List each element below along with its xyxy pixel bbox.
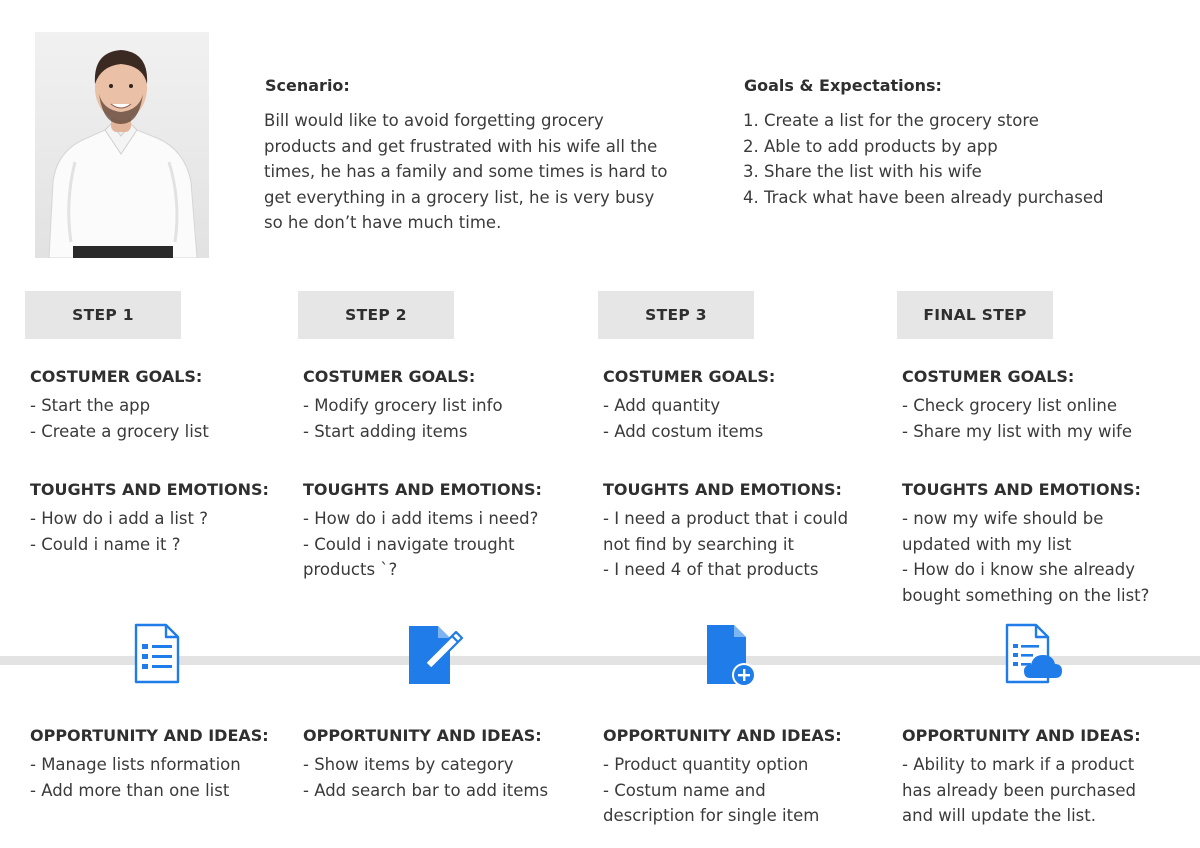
idea-line: has already been purchased: [902, 780, 1136, 800]
scenario-line: times, he has a family and some times is hard to: [264, 162, 668, 182]
thoughts-title: TOUGHTS AND EMOTIONS:: [30, 480, 269, 499]
goal-item: 2. Able to add products by app: [743, 136, 998, 156]
thought-line: - Could i name it ?: [30, 534, 181, 554]
costumer-goals-title: COSTUMER GOALS:: [303, 367, 476, 386]
idea-line: description for single item: [603, 806, 820, 826]
cloud-document-icon: [1002, 622, 1062, 686]
scenario-line: get everything in a grocery list, he is very busy: [264, 187, 655, 207]
persona-photo: [35, 32, 209, 258]
scenario-title: Scenario:: [265, 76, 350, 95]
ideas-title: OPPORTUNITY AND IDEAS:: [902, 726, 1141, 745]
step-1-label: STEP 1: [25, 291, 181, 339]
idea-line: - Add search bar to add items: [303, 780, 549, 800]
idea-line: and will update the list.: [902, 806, 1096, 826]
final-step-thoughts: [902, 480, 1192, 608]
scenario-text: [264, 108, 668, 236]
scenario-line: products and get frustrated with his wife all the: [264, 136, 658, 156]
thought-line: - How do i know she already: [902, 560, 1135, 580]
costumer-goals-title: COSTUMER GOALS:: [30, 367, 203, 386]
goal-line: - Modify grocery list info: [303, 396, 503, 415]
thoughts-title: TOUGHTS AND EMOTIONS:: [303, 480, 542, 499]
ideas-title: OPPORTUNITY AND IDEAS:: [30, 726, 269, 745]
final-step-label: FINAL STEP: [897, 291, 1053, 339]
costumer-goals-title: COSTUMER GOALS:: [603, 367, 776, 386]
thought-line: not find by searching it: [603, 534, 794, 554]
costumer-goals-title: COSTUMER GOALS:: [902, 367, 1075, 386]
idea-line: - Show items by category: [303, 755, 514, 774]
ideas-title: OPPORTUNITY AND IDEAS:: [603, 726, 842, 745]
scenario-line: so he don’t have much time.: [264, 213, 502, 233]
goal-line: - Share my list with my wife: [902, 421, 1132, 441]
edit-document-icon: [404, 622, 464, 686]
step-3-label: STEP 3: [598, 291, 754, 339]
scenario-line: Bill would like to avoid forgetting grocery: [264, 111, 604, 130]
goal-item: 3. Share the list with his wife: [743, 162, 982, 182]
goal-line: - Start the app: [30, 396, 151, 415]
goals-title: Goals & Expectations:: [744, 76, 942, 95]
list-document-icon: [128, 622, 188, 686]
thought-line: - I need a product that i could: [603, 509, 849, 528]
thought-line: - I need 4 of that products: [603, 560, 819, 580]
step-1-ideas: [30, 726, 320, 803]
step-2-ideas: [303, 726, 593, 803]
thought-line: products `?: [303, 560, 398, 580]
thoughts-title: TOUGHTS AND EMOTIONS:: [603, 480, 842, 499]
goal-line: - Create a grocery list: [30, 421, 209, 441]
idea-line: - Manage lists nformation: [30, 755, 241, 774]
thought-line: updated with my list: [902, 534, 1072, 554]
step-3-ideas: [603, 726, 893, 829]
idea-line: - Ability to mark if a product: [902, 755, 1135, 774]
idea-line: - Add more than one list: [30, 780, 230, 800]
step-1-thoughts: [30, 480, 320, 557]
thought-line: - Could i navigate trought: [303, 534, 515, 554]
goal-line: - Start adding items: [303, 421, 468, 441]
thought-line: bought something on the list?: [902, 585, 1150, 605]
ideas-title: OPPORTUNITY AND IDEAS:: [303, 726, 542, 745]
step-2-goals: [303, 367, 593, 444]
step-2-thoughts: [303, 480, 593, 583]
goal-item: 1. Create a list for the grocery store: [743, 111, 1039, 130]
thoughts-title: TOUGHTS AND EMOTIONS:: [902, 480, 1141, 499]
final-step-ideas: [902, 726, 1192, 829]
goal-line: - Add costum items: [603, 421, 764, 441]
goals-list: [743, 108, 1103, 210]
goal-item: 4. Track what have been already purchased: [743, 187, 1104, 207]
step-1-goals: [30, 367, 320, 444]
thought-line: - now my wife should be: [902, 509, 1104, 528]
final-step-goals: [902, 367, 1192, 444]
step-3-thoughts: [603, 480, 893, 583]
idea-line: - Costum name and: [603, 780, 766, 800]
thought-line: - How do i add items i need?: [303, 509, 539, 528]
goal-line: - Add quantity: [603, 396, 721, 415]
add-document-icon: [702, 622, 762, 686]
idea-line: - Product quantity option: [603, 755, 809, 774]
step-2-label: STEP 2: [298, 291, 454, 339]
thought-line: - How do i add a list ?: [30, 509, 208, 528]
step-3-goals: [603, 367, 893, 444]
goal-line: - Check grocery list online: [902, 396, 1118, 415]
